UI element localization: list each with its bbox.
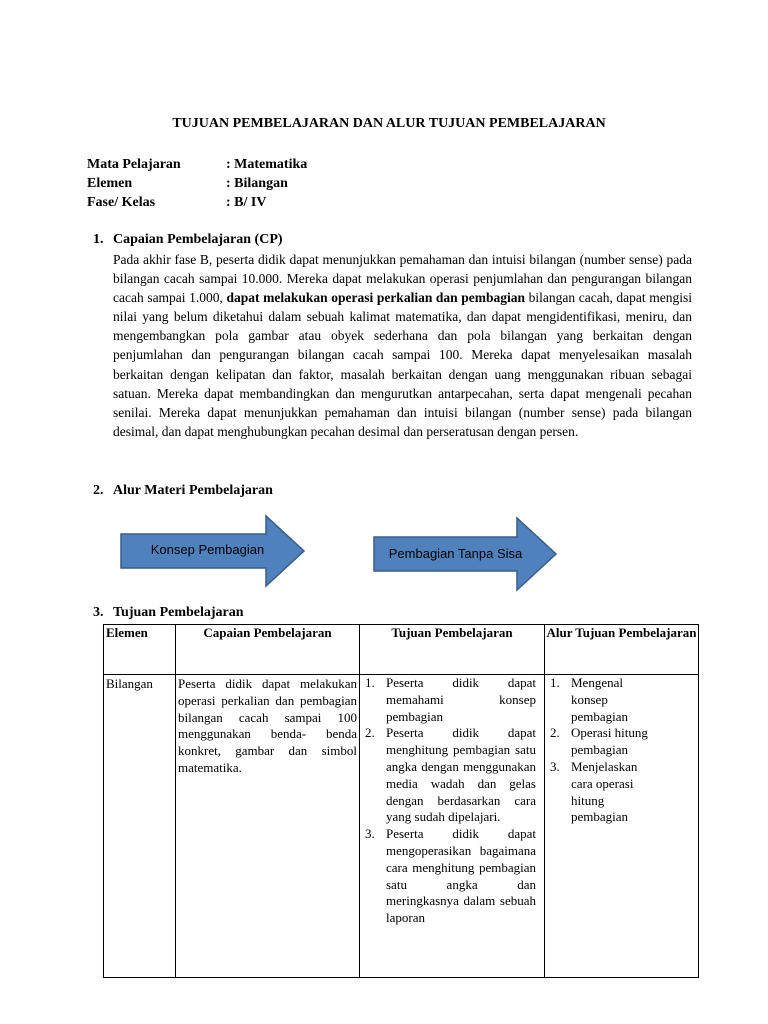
list-item: [360, 675, 544, 725]
section-title: Tujuan Pembelajaran: [113, 605, 244, 620]
table-header-cell: Tujuan Pembelajaran: [360, 625, 545, 675]
section-number: 2.: [93, 483, 104, 498]
list-item: [545, 675, 651, 725]
section-heading-cp: [93, 232, 283, 248]
meta-row-phase: [87, 193, 307, 212]
table-cell-tujuan: [360, 675, 545, 978]
tujuan-list: [360, 675, 544, 927]
meta-label: Fase/ Kelas: [87, 195, 156, 210]
cp-paragraph: [113, 250, 692, 441]
flow-arrow-1: [120, 514, 306, 588]
list-number: 2.: [365, 725, 375, 741]
list-text: Peserta didik dapat mengoperasikan bagaimana cara menghitung pembagian satu angka dan meringkasnya dalam sebuah laporan: [386, 826, 536, 926]
section-number: 3.: [93, 605, 104, 620]
meta-label: Elemen: [87, 176, 133, 191]
meta-block: [87, 155, 307, 212]
meta-value: : Matematika: [226, 157, 308, 172]
list-item: [545, 725, 651, 759]
meta-value: : B/ IV: [226, 195, 267, 210]
table-cell-elemen: Bilangan: [104, 675, 176, 978]
list-text: Mengenal konsep pembagian: [571, 675, 629, 724]
list-number: 2.: [550, 725, 560, 741]
table-cell-alur: [545, 675, 699, 978]
section-title: Alur Materi Pembelajaran: [113, 483, 273, 498]
cp-text-part: Pada akhir fase B, peserta didik dapat menunjukkan pemahaman dan intuisi bilangan (number sense) pada bilangan cacah sampai 10.000. Mereka dapat melakukan operasi penjumlahan dan pengurangan bilangan cacah sampai 1.000,: [113, 252, 692, 306]
meta-row-subject: [87, 155, 307, 174]
section-heading-flow: [93, 483, 273, 499]
flow-arrow-label: Konsep Pembagian: [150, 542, 265, 557]
table-header-row: [104, 625, 699, 675]
cp-text-part: bilangan cacah, dapat mengisi nilai yang belum diketahui dalam sebuah kalimat matematika, dan dapat mengidentifikasi, meniru, dan mengembangkan pola gambar atau obyek sederhana dan pola bilangan yang berkaitan dengan penjumlahan dan pengurangan bilangan cacah sampai 100. Mereka dapat menyelesaikan masalah berkaitan dengan kelipatan dan faktor, masalah berkaitan dengan uang menggunakan ribuan sebagai satuan. Mereka dapat membandingkan dan mengurutkan antarpecahan, serta dapat mengenali pecahan senilai. Mereka dapat menunjukkan pemahaman dan intuisi bilangan (number sense) pada bilangan desimal, dan dapat menghubungkan pecahan desimal dan perseratusan dengan persen.: [113, 290, 692, 439]
list-text: Peserta didik dapat menghitung pembagian satu angka dengan menggunakan media wadah dan gelas dengan berdasarkan cara yang sudah dipelajari.: [386, 725, 536, 825]
list-item: [545, 759, 651, 826]
section-number: 1.: [93, 232, 104, 247]
list-item: [360, 725, 544, 826]
table-header-cell: Elemen: [104, 625, 176, 675]
meta-value: : Bilangan: [226, 176, 288, 191]
list-number: 3.: [365, 826, 375, 842]
table-header-cell: Capaian Pembelajaran: [176, 625, 360, 675]
meta-label: Mata Pelajaran: [87, 157, 181, 172]
alur-list: [545, 675, 698, 826]
section-heading-tp: [93, 605, 244, 621]
list-text: Menjelaskan cara operasi hitung pembagian: [571, 758, 638, 825]
list-number: 3.: [550, 758, 560, 774]
flow-arrow-label: Pembagian Tanpa Sisa: [388, 546, 523, 561]
flow-arrow-2: [373, 516, 558, 592]
list-text: Operasi hitung pembagian: [571, 725, 648, 758]
cp-text-bold: dapat melakukan operasi perkalian dan pembagian: [226, 290, 526, 306]
table-cell-capaian: Peserta didik dapat melakukan operasi perkalian dan pembagian bilangan cacah sampai 100 menggunakan benda- benda konkret, gambar dan simbol matematika.: [176, 675, 360, 978]
document-title: TUJUAN PEMBELAJARAN DAN ALUR TUJUAN PEMBELAJARAN: [172, 116, 606, 131]
list-number: 1.: [550, 675, 560, 690]
table-row: [104, 675, 699, 978]
table-header-cell: Alur Tujuan Pembelajaran: [545, 625, 699, 675]
list-item: [360, 826, 544, 927]
meta-row-element: [87, 174, 307, 193]
list-number: 1.: [365, 675, 375, 690]
section-title: Capaian Pembelajaran (CP): [113, 232, 283, 247]
learning-objectives-table: [103, 624, 699, 978]
list-text: Peserta didik dapat memahami konsep pembagian: [386, 675, 536, 724]
